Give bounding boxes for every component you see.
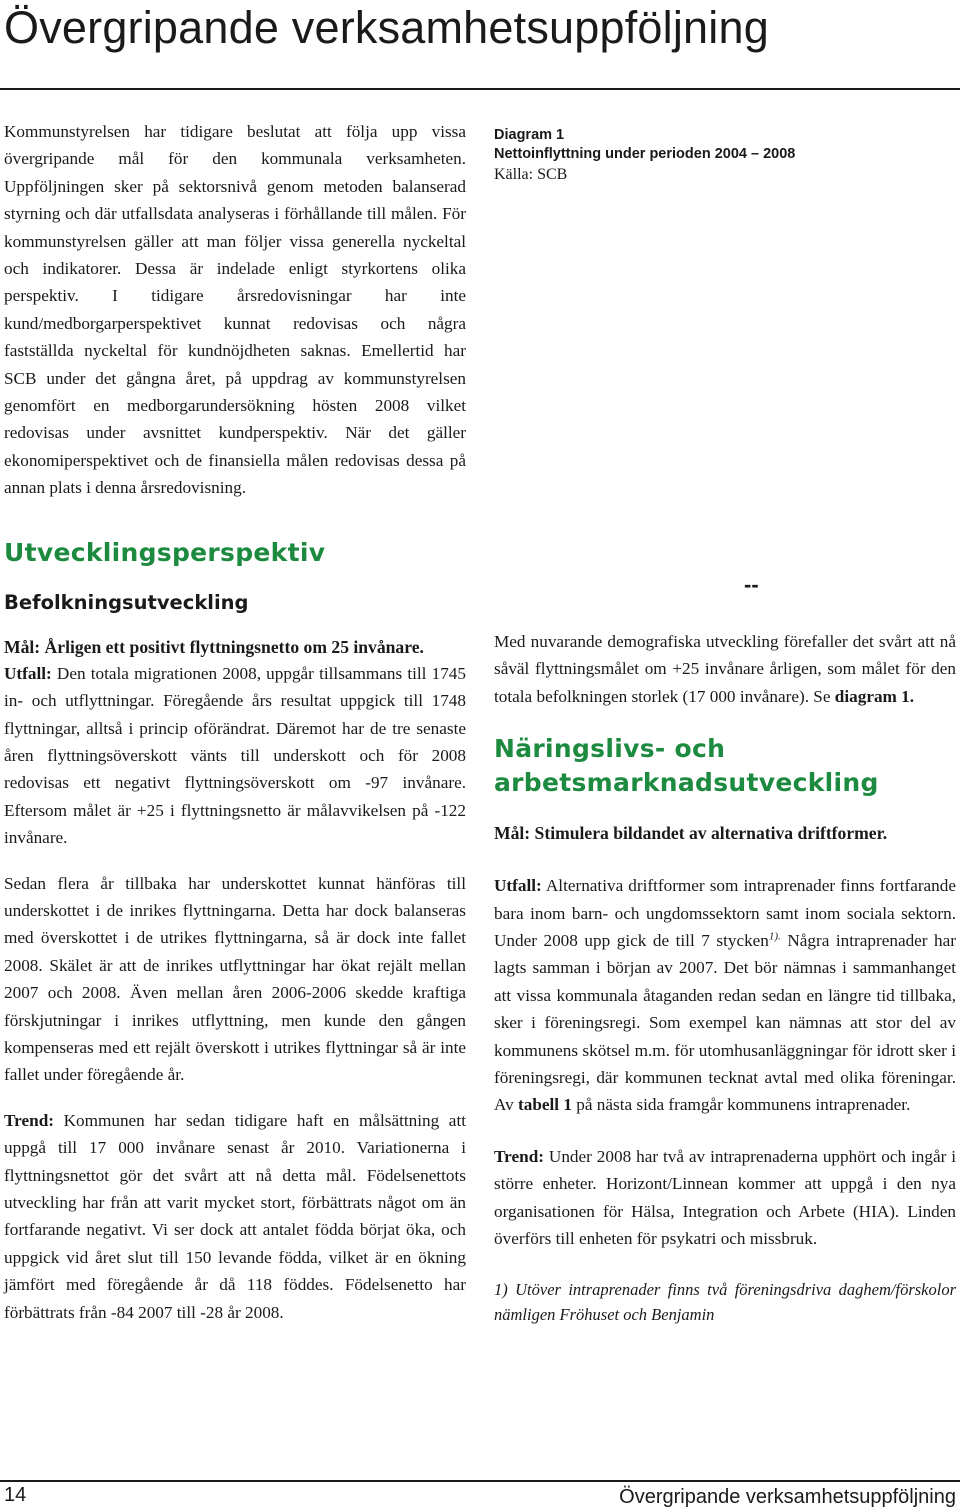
subsection-heading: Befolkningsutveckling: [4, 590, 249, 614]
utfall-naringsliv-text-c: på nästa sida framgår kommunens intraprenader.: [576, 1095, 911, 1115]
utfall-label: Utfall:: [4, 663, 52, 683]
naringsliv-heading: [494, 732, 956, 800]
section-heading: Utvecklingsperspektiv: [4, 537, 326, 567]
naringsliv-heading-line-2: arbetsmarknadsutveckling: [494, 768, 879, 798]
page-number: 14: [4, 1484, 27, 1506]
intro-paragraph: Kommunstyrelsen har tidigare beslutat att följa upp vissa övergripande mål för den kommunala verksamheten. Uppföljningen sker på sektorsnivå genom metoden balanserad styrning och där utfallsdata analyseras i förhållande till målen. För kommunstyrelsen gäller att man följer vissa generella nyckeltal och indikatorer. Dessa är indelade enligt styrkortens olika perspektiv. I tidigare årsredovisningar har inte kund/medborgarperspektivet kunnat redovisas och några fastställda nyckeltal för kundnöjdheten saknas. Emellertid har SCB under det gångna året, på uppdrag av kommunstyrelsen genomfört en medborgarundersökning hösten 2008 vilket redovisas under avsnittet kundperspektiv. När det gäller ekonomiperspektivet och de finansiella målen redovisas dessa på annan plats i denna årsredovisning.: [4, 122, 466, 498]
utfall-label-2: Utfall:: [494, 876, 542, 896]
table-reference: tabell 1: [518, 1095, 572, 1115]
utfall-naringsliv-paragraph: [494, 872, 956, 1119]
naringsliv-heading-line-1: Näringslivs- och: [494, 734, 726, 764]
footnote-text: Utöver intraprenader finns två föreningsdriva daghem/förskolor nämligen Fröhuset och Benjamin: [494, 1279, 956, 1324]
utfall-naringsliv-text-b: Några intraprenader har lagts samman i början av 2007. Det bör nämnas i sammanhanget att vissa kommunala åtaganden redan sedan en längre tid tillbaka, sker i föreningsregi. Som exempel kan nämnas att stor del av kommunens skötsel m.m. för utomhusanläggningar för idrott sker i föreningsregi, där kommunen tecknat avtal med olika föreningar. Av: [494, 931, 956, 1115]
diagram-comment: [494, 628, 956, 710]
diagram-source: Källa: SCB: [494, 166, 568, 183]
trend-befolkning-paragraph: [4, 1107, 466, 1326]
utfall-befolkning-paragraph: [4, 660, 466, 852]
diagram-comment-text: Med nuvarande demografiska utveckling förefaller det svårt att nå såväl flyttningsmålet om +25 invånare årligen, som målet för den totala befolkningen storlek (17 000 invånare). Se: [494, 632, 956, 706]
trend-befolkning-text: Kommunen har sedan tidigare haft en målsättning att uppgå till 17 000 invånare senast år 2010. Variationerna i flyttningsnettot gör det svårt att nå detta mål. Födelsenettots utveckling har från att varit mycket stort, förbättrats något om än fortfarande negativt. Vi ser dock att antalet födda börjat öka, och uppgick vid året slut till 150 levande födda, vilket är en ökning jämfört med föregående år då 118 föddes. Födelsenetto har förbättrats från -84 2007 till -28 år 2008.: [4, 1110, 466, 1322]
diagram-title: Nettoinflyttning under perioden 2004 – 2008: [494, 146, 796, 162]
trend-naringsliv-paragraph: [494, 1143, 956, 1253]
goal-befolkning: Mål: Årligen ett positivt flyttningsnetto om 25 invånare.: [4, 636, 424, 657]
diagram-label: Diagram 1: [494, 127, 565, 143]
footer-title: Övergripande verksamhetsuppföljning: [619, 1486, 956, 1508]
footnote: [494, 1277, 956, 1327]
befolkning-paragraph-2: Sedan flera år tillbaka har underskottet kunnat hänföras till underskottet i de inrikes flyttningarna. Detta har dock balanseras med överskottet i de utrikes flyttningarna, så är dock inte fallet 2008. Skälet är att de inrikes utflyttningar har ökat rejält mellan 2007 och 2008. Även mellan åren 2006-2006 skedde kraftiga förskjutningar i inrikes utflyttning, men kunde den gången kompenseras med ett rejält överskott i utrikes flyttningar så är inte fallet under föregående år.: [4, 873, 466, 1085]
footer-divider: [0, 1480, 960, 1482]
left-column: [4, 118, 466, 1326]
footnote-number: 1): [494, 1279, 508, 1299]
diagram-placeholder: --: [744, 572, 759, 597]
diagram-reference: diagram 1.: [834, 686, 915, 706]
utfall-naringsliv-text-a: Alternativa driftformer som intraprenader finns fortfarande bara inom barn- och ungdomssektorn samt inom sociala sektorn. Under 2008 upp gick de till 7 stycken: [494, 876, 956, 951]
right-column: [494, 118, 956, 1327]
footnote-marker: 1).: [768, 930, 781, 943]
trend-label-2: Trend:: [494, 1146, 544, 1166]
title-divider: [0, 88, 960, 90]
trend-label: Trend:: [4, 1110, 54, 1130]
trend-naringsliv-text: Under 2008 har två av intraprenaderna upphört och ingår i större enheter. Horizont/Linnean kommer att uppgå i den nya organisationen för Hälsa, Integration och Arbete (HIA). Linden överförs till enheten för psykatri och missbruk.: [494, 1146, 957, 1249]
page-title: Övergripande verksamhetsuppföljning: [4, 2, 769, 53]
goal-naringsliv: Mål: Stimulera bildandet av alternativa driftformer.: [494, 823, 888, 844]
utfall-befolkning-text: Den totala migrationen 2008, uppgår tillsammans till 1745 in- och utflyttningar. Föregående års resultat uppgick till 1748 flyttningar, alltså i princip oförändrat. Däremot har de tre senaste åren flyttningsöverskott vänts till underskott och för 2008 redovisas ett negativt flyttningsöverskott om -97 invånare. Eftersom målet är +25 i flyttningsnetto är målavvikelsen på -122 invånare.: [4, 663, 466, 848]
